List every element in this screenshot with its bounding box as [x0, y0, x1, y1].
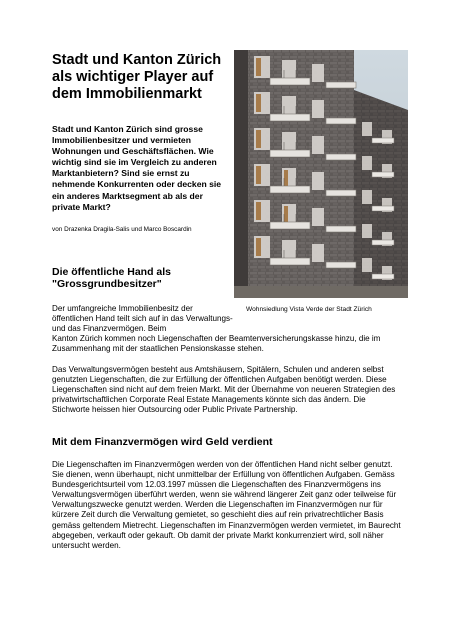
section1-heading: Die öffentliche Hand als "Grossgrundbesitzer" [52, 266, 172, 291]
article-authors: von Drazenka Dragila-Salis und Marco Boscardin [52, 226, 192, 233]
section2-heading: Mit dem Finanzvermögen wird Geld verdient [52, 436, 273, 448]
section1-paragraph1-start: Der umfangreiche Immobilienbesitz der öffentlichen Hand teilt sich auf in das Verwaltungs- und das Finanzvermögen. Beim [52, 304, 233, 334]
section1-paragraph1-end: Kanton Zürich kommen noch Liegenschaften der Beamtenversicherungskasse hinzu, die im Zusammenhang mit der staatlichen Pensionskasse stehen. [52, 334, 381, 354]
section2-paragraph: Die Liegenschaften im Finanzvermögen werden von der öffentlichen Hand nicht selber genutzt. Sie dienen, wenn überhaupt, nicht unmittelbar der Erfüllung von öffentlichen Aufgaben. Gemäss Bundesgerichtsurteil vom 12.03.1997 müssen die Liegenschaften des Finanzvermögens ins Verwaltungsvermögen überführt werden, wenn sie während längerer Zeit ganz oder teilweise für Verwaltungszwecke genutzt werden. Werden die Liegenschaften im Finanzvermögen nur für kürzere Zeit durch die Verwaltung gemietet, so geschieht dies auf rein privatrechtlicher Basis gemäss geltendem Mietrecht. Liegenschaften im Finanzvermögen werden vermietet, im Baurecht abgegeben, verkauft oder gekauft. Ob damit der private Markt konkurrenziert wird, soll näher untersucht werden. [52, 460, 401, 550]
article-lead: Stadt und Kanton Zürich sind grosse Immobilienbesitzer und vermieten Wohnungen und Geschäftsflächen. Wie wichtig sind sie im Vergleich zu anderen Marktanbietern? Sind sie ernst zu nehmende Konkurrenten oder decken sie ein anderes Marktsegment ab als der private Markt? [52, 124, 222, 212]
photo-caption: Wohnsiedlung Vista Verde der Stadt Zürich [246, 306, 372, 313]
building-illustration [234, 50, 408, 298]
building-photo [234, 50, 408, 298]
section1-paragraph2: Das Verwaltungsvermögen besteht aus Amtshäusern, Spitälern, Schulen und anderen selbst genutzten Liegenschaften, die zur Erfüllung der öffentlichen Aufgaben benötigt werden. Diese Liegenschaften sind nicht auf dem freien Markt. Mit der Übernahme von neueren Strategien des privatwirtschaftlichen Corporate Real Estate Managements könnte sich das ändern. Die Stichworte heissen hier Outsourcing oder Public Private Partnership. [52, 365, 396, 415]
article-title: Stadt und Kanton Zürich als wichtiger Player auf dem Immobilienmarkt [52, 52, 222, 102]
